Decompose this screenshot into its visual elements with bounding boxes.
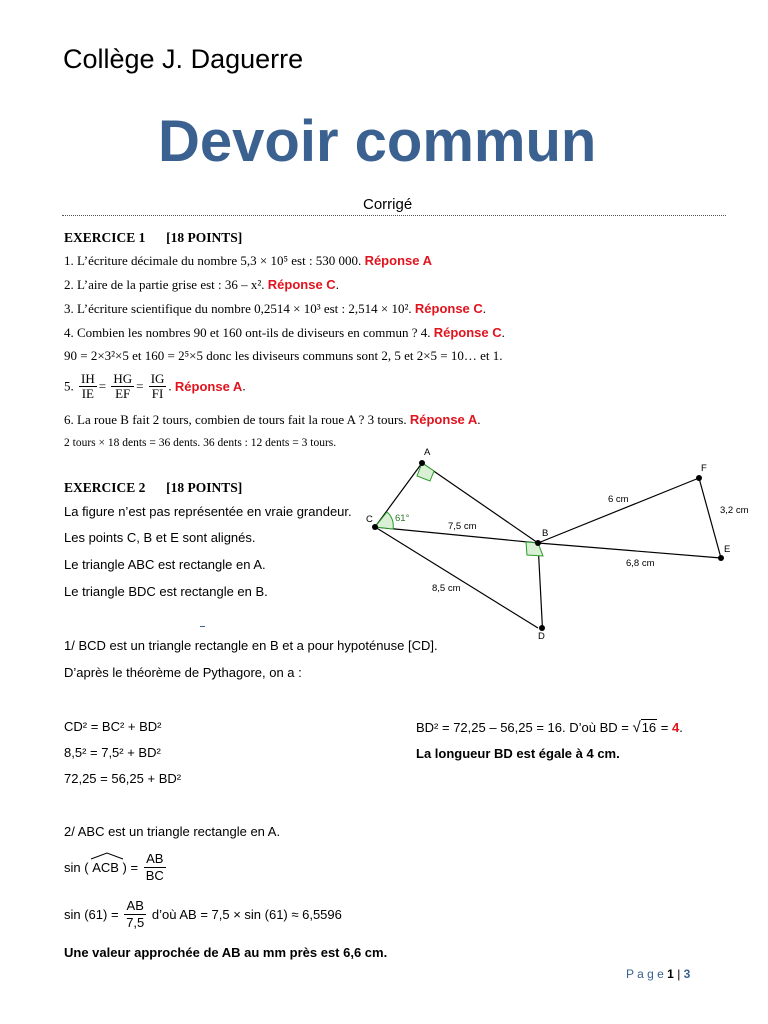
fraction-ig-fi [149, 372, 167, 401]
conclusion-ab: Une valeur approchée de AB au mm près est 6,6 cm. [64, 945, 388, 960]
page-footer [626, 967, 690, 981]
separator-line [62, 215, 726, 216]
ex1-q4: 4. Combien les nombres 90 et 160 ont-ils de diviseurs en commun ? 4. Réponse C. [64, 325, 505, 340]
ex1-heading [64, 230, 242, 246]
page-separator: | [677, 967, 681, 981]
ex1-q4-detail: 90 = 2×3²×5 et 160 = 2⁵×5 donc les diviseurs communs sont 2, 5 et 2×5 = 10… et 1. [64, 348, 503, 363]
sin61-lhs: sin (61) = [64, 907, 119, 922]
q3-answer: Réponse C [414, 301, 483, 316]
part1-intro: 1/ BCD est un triangle rectangle en B et a pour hypoténuse [CD]. [64, 638, 438, 653]
equals-sign: = [657, 720, 672, 735]
page-total: 3 [683, 967, 691, 981]
q5-number: 5. [64, 378, 74, 394]
fraction-ab-bc [144, 851, 166, 884]
sin-lhs: sin ( [64, 860, 89, 875]
school-name: Collège J. Daguerre [63, 44, 304, 74]
frac-denominator: EF [115, 386, 131, 401]
length-bf: 6 cm [608, 494, 629, 505]
bd-value: 4 [671, 720, 680, 735]
angle-hat [90, 852, 124, 860]
ex2-line1: La figure n’est pas représentée en vraie grandeur. [64, 504, 352, 519]
sqrt-radicand: 16 [641, 720, 657, 735]
label-b: B [542, 528, 549, 539]
frac-numerator: AB [124, 898, 146, 915]
fraction-ih-ie [79, 372, 97, 401]
ex1-q6: 6. La roue B fait 2 tours, combien de tours fait la roue A ? 3 tours. Réponse A. [64, 412, 481, 427]
angle-label: 61° [395, 513, 410, 524]
point-a [419, 460, 425, 466]
ex2-line2: Les points C, B et E sont alignés. [64, 530, 256, 545]
ex1-points: [18 POINTS] [166, 230, 243, 245]
sin-rhs: ) = [122, 860, 139, 875]
point-c [372, 524, 378, 530]
ex1-q6-detail: 2 tours × 18 dents = 36 dents. 36 dents : 12 dents = 3 tours. [64, 437, 337, 449]
q4-text: 4. Combien les nombres 90 et 160 ont-ils de diviseurs en commun ? 4. [64, 325, 431, 340]
q6-answer: Réponse A [409, 412, 478, 427]
document-title: Devoir commun [158, 109, 597, 174]
ex2-heading [64, 480, 242, 496]
sqrt-symbol: √ [632, 719, 641, 736]
q2-text: 2. L’aire de la partie grise est : 36 – x². [64, 277, 265, 292]
angle-name: ACB [92, 860, 119, 875]
small-dash [200, 626, 205, 627]
subtitle: Corrigé [363, 196, 413, 213]
length-cb: 7,5 cm [448, 521, 477, 532]
ex1-title: EXERCICE 1 [64, 230, 146, 245]
q3-text: 3. L’écriture scientifique du nombre 0,2514 × 10³ est : 2,514 × 10². [64, 301, 412, 316]
bd-calc: BD² = 72,25 – 56,25 = 16. D’où BD = [416, 720, 633, 735]
equation-1: CD² = BC² + BD² [64, 719, 162, 734]
length-cd: 8,5 cm [432, 583, 461, 594]
point-f [696, 475, 702, 481]
sin-acb-equation [64, 851, 168, 884]
q1-text: 1. L’écriture décimale du nombre 5,3 × 10⁵ est : 530 000. [64, 253, 362, 268]
frac-denominator: IE [81, 386, 94, 401]
ex1-q5: 5. $\frac{IH}{IE}$ = $\frac{HG}{EF}$ = $\frac{IG}{FI}$ . Réponse A. [64, 371, 246, 401]
equation-3: 72,25 = 56,25 + BD² [64, 771, 182, 786]
length-fe: 3,2 cm [720, 505, 749, 516]
label-a: A [424, 447, 431, 458]
label-d: D [538, 631, 545, 642]
frac-numerator: IG [150, 371, 165, 386]
angle-acb [92, 860, 119, 875]
fraction-hg-ef [111, 372, 134, 401]
frac-denominator: FI [151, 386, 164, 401]
ex1-q1 [64, 253, 432, 269]
frac-denominator: BC [145, 868, 164, 883]
q4-answer: Réponse C [433, 325, 502, 340]
sin61-result: d’où AB = 7,5 × sin (61) ≈ 6,5596 [151, 907, 342, 922]
page-word: P a g e [626, 967, 664, 981]
point-b [535, 540, 541, 546]
frac-numerator: HG [113, 371, 133, 386]
ex1-q2: 2. L’aire de la partie grise est : 36 – x². Réponse C. [64, 277, 339, 292]
frac-numerator: AB [144, 851, 166, 868]
ex2-points: [18 POINTS] [166, 480, 243, 495]
frac-numerator: IH [81, 371, 95, 386]
sin61-equation [64, 898, 342, 931]
fraction-ab-75 [124, 898, 146, 931]
part2-intro: 2/ ABC est un triangle rectangle en A. [64, 824, 281, 839]
frac-denominator: 7,5 [126, 915, 145, 930]
part1-pythagore: D’après le théorème de Pythagore, on a : [64, 665, 302, 680]
page-number: 1 [667, 967, 674, 981]
label-e: E [724, 544, 731, 555]
geometry-figure [360, 440, 760, 645]
ex1-q3: 3. L’écriture scientifique du nombre 0,2514 × 10³ est : 2,514 × 10². Réponse C. [64, 301, 487, 316]
ex2-line3: Le triangle ABC est rectangle en A. [64, 557, 266, 572]
equation-2: 8,5² = 7,5² + BD² [64, 745, 161, 760]
length-be: 6,8 cm [626, 558, 655, 569]
q1-answer: Réponse A [364, 253, 432, 268]
label-c: C [366, 514, 373, 525]
label-f: F [701, 463, 707, 474]
equation-bd: BD² = 72,25 – 56,25 = 16. D’où BD = √16 = 4. [416, 719, 683, 736]
conclusion-bd: La longueur BD est égale à 4 cm. [416, 746, 620, 761]
q5-answer: Réponse A [174, 379, 243, 394]
point-e [718, 555, 724, 561]
ex2-title: EXERCICE 2 [64, 480, 146, 495]
q2-answer: Réponse C [267, 277, 336, 292]
q6-text: 6. La roue B fait 2 tours, combien de tours fait la roue A ? 3 tours. [64, 412, 407, 427]
ex2-line4: Le triangle BDC est rectangle en B. [64, 584, 268, 599]
